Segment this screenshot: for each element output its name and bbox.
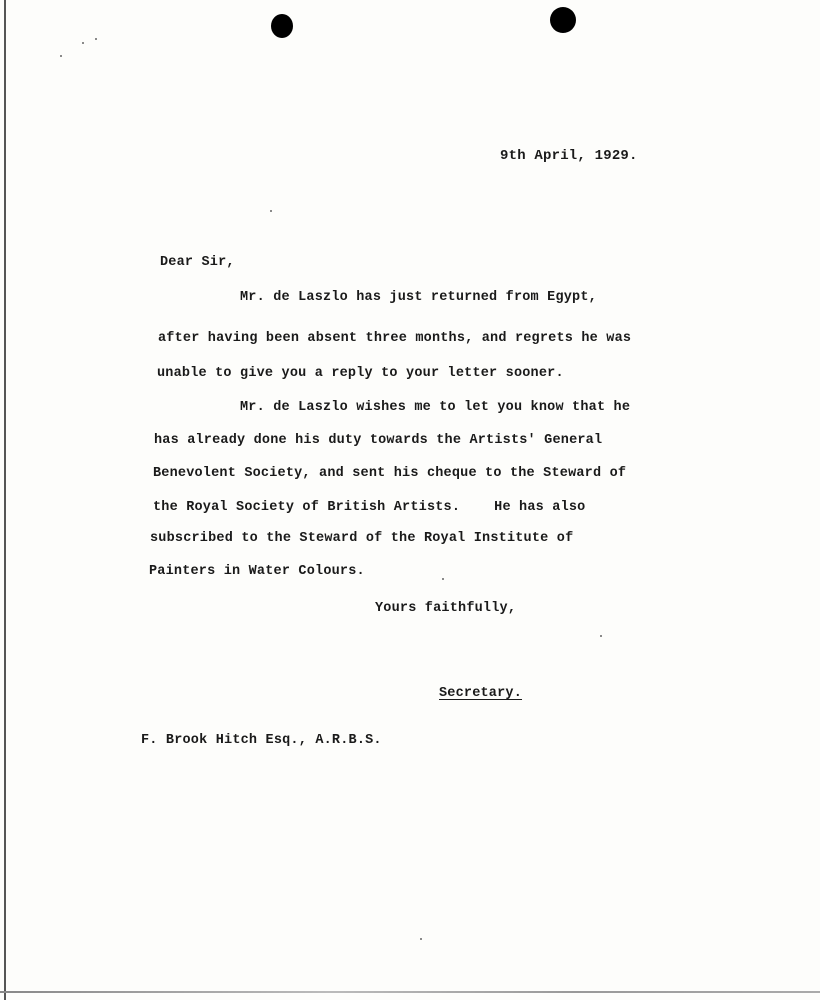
paragraph-1-line-3: unable to give you a reply to your letter sooner. [157,366,564,381]
page-bottom-edge [0,991,820,993]
signature-title: Secretary. [439,686,523,701]
page-left-edge [4,0,6,1000]
paragraph-2-line-6: Painters in Water Colours. [149,564,365,579]
paragraph-2-line-2: has already done his duty towards the Artists' General [154,433,603,448]
letter-recipient: F. Brook Hitch Esq., A.R.B.S. [141,733,382,748]
paragraph-2-line-3: Benevolent Society, and sent his cheque to the Steward of [153,466,627,481]
paragraph-2-line-4-text: the Royal Society of British Artists. [153,500,461,515]
letter-salutation: Dear Sir, [160,255,235,270]
punch-hole-right [550,7,576,33]
paragraph-2-line-4-continuation: He has also [494,500,586,515]
paper-speck [442,578,444,580]
paper-speck [60,55,62,57]
paper-speck [270,210,272,212]
paragraph-1-line-1: Mr. de Laszlo has just returned from Egypt, [240,290,597,305]
paper-speck [82,42,84,44]
paragraph-2-line-5: subscribed to the Steward of the Royal Institute of [150,531,574,546]
paper-speck [420,938,422,940]
letter-closing: Yours faithfully, [375,601,517,616]
paragraph-1-line-2: after having been absent three months, and regrets he was [158,331,632,346]
paper-speck [600,635,602,637]
paper-speck [95,38,97,40]
punch-hole-left [271,14,293,38]
letter-date: 9th April, 1929. [500,148,638,164]
paragraph-2-line-4 [153,500,585,515]
paragraph-2-line-1: Mr. de Laszlo wishes me to let you know that he [240,400,631,415]
